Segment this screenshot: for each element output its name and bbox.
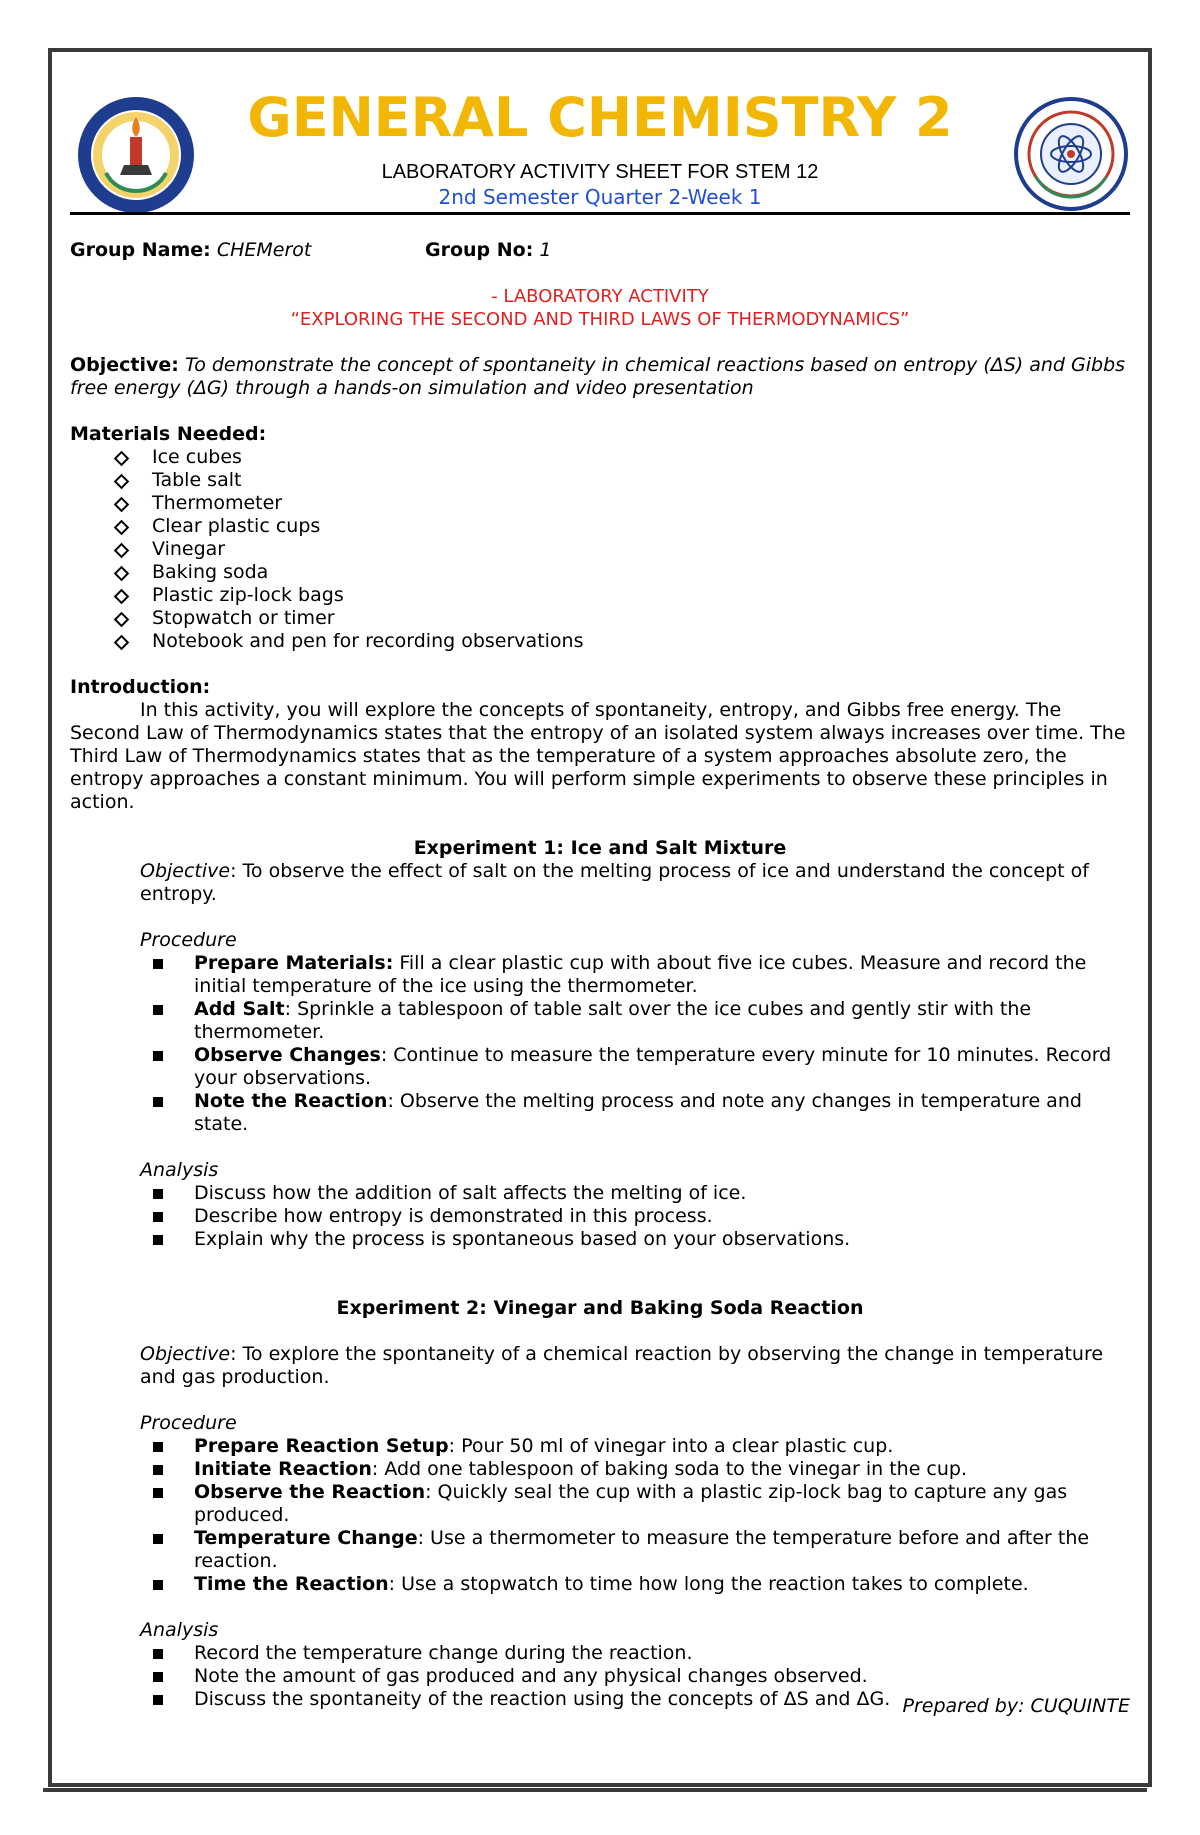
- group-no-label: Group No:: [425, 239, 534, 261]
- group-no-value: 1: [539, 239, 552, 261]
- list-item: [70, 1481, 1130, 1527]
- step-text: : Continue to measure the temperature every minute for 10 minutes. Record your observations.: [194, 1044, 1112, 1089]
- introduction-text: In this activity, you will explore the concepts of spontaneity, entropy, and Gibbs free energy. The Second Law of Thermodynamics states that the entropy of an isolated system always increases over time. The Third Law of Thermodynamics states that as the temperature of a system approaches absolute zero, the entropy approaches a constant minimum. You will perform simple experiments to observe these principles in action.: [70, 699, 1126, 813]
- list-item: [70, 1573, 1130, 1596]
- step-title: Initiate Reaction: [194, 1458, 372, 1480]
- experiment1-procedure-list: [70, 952, 1130, 1136]
- group-name-value: CHEMerot: [216, 239, 312, 261]
- list-item: Clear plastic cups: [70, 515, 1130, 538]
- list-item: Describe how entropy is demonstrated in this process.: [70, 1205, 1130, 1228]
- materials-list: [70, 446, 1130, 653]
- list-item: Thermometer: [70, 492, 1130, 515]
- group-name-label: Group Name:: [70, 239, 211, 261]
- step-title: Observe Changes: [194, 1044, 381, 1066]
- lab-title: [70, 285, 1130, 331]
- list-item: Notebook and pen for recording observations: [70, 630, 1130, 653]
- lab-title-line2: “EXPLORING THE SECOND AND THIRD LAWS OF THERMODYNAMICS”: [290, 309, 910, 330]
- experiment1-analysis-list: [70, 1182, 1130, 1251]
- header-divider: [70, 212, 1130, 215]
- step-text: : Observe the melting process and note any changes in temperature and state.: [194, 1090, 1082, 1135]
- sheet-subtitle: LABORATORY ACTIVITY SHEET FOR STEM 12: [381, 161, 819, 183]
- step-text: : Use a stopwatch to time how long the reaction takes to complete.: [388, 1573, 1029, 1595]
- materials-label: Materials Needed:: [70, 423, 267, 445]
- experiment2-procedure-label: Procedure: [140, 1412, 237, 1434]
- list-item: Discuss how the addition of salt affects the melting of ice.: [70, 1182, 1130, 1205]
- step-title: Observe the Reaction: [194, 1481, 426, 1503]
- page-title: GENERAL CHEMISTRY 2: [247, 86, 953, 149]
- list-item: Vinegar: [70, 538, 1130, 561]
- objective-label: Objective: [140, 1343, 231, 1365]
- list-item: [70, 998, 1130, 1044]
- list-item: [70, 1435, 1130, 1458]
- list-item: Explain why the process is spontaneous based on your observations.: [70, 1228, 1130, 1251]
- list-item: Table salt: [70, 469, 1130, 492]
- semester-label: 2nd Semester Quarter 2-Week 1: [438, 185, 762, 209]
- list-item: [70, 1527, 1130, 1573]
- introduction-label: Introduction:: [70, 676, 211, 698]
- step-title: Temperature Change: [194, 1527, 418, 1549]
- experiment2-title: Experiment 2: Vinegar and Baking Soda Reaction: [336, 1297, 864, 1319]
- list-item: Record the temperature change during the reaction.: [70, 1642, 1130, 1665]
- step-text: : Quickly seal the cup with a plastic zip-lock bag to capture any gas produced.: [194, 1481, 1068, 1526]
- list-item: [70, 952, 1130, 998]
- lab-title-line1: - LABORATORY ACTIVITY: [491, 286, 709, 307]
- list-item: Plastic zip-lock bags: [70, 584, 1130, 607]
- experiment2-procedure-list: [70, 1435, 1130, 1596]
- step-text: : Sprinkle a tablespoon of table salt over the ice cubes and gently stir with the thermometer.: [194, 998, 1032, 1043]
- step-title: Time the Reaction: [194, 1573, 389, 1595]
- header: [70, 86, 1130, 217]
- step-title: Prepare Materials:: [194, 952, 394, 974]
- step-text: : Pour 50 ml of vinegar into a clear plastic cup.: [448, 1435, 894, 1457]
- list-item: Baking soda: [70, 561, 1130, 584]
- experiment2-analysis-label: Analysis: [140, 1619, 219, 1641]
- step-text: Fill a clear plastic cup with about five ice cubes. Measure and record the initial temperature of the ice using the thermometer.: [194, 952, 1087, 997]
- list-item: [70, 1458, 1130, 1481]
- experiment1-analysis-label: Analysis: [140, 1159, 219, 1181]
- experiment2-objective: [70, 1343, 1130, 1389]
- list-item: [70, 1090, 1130, 1136]
- list-item: Stopwatch or timer: [70, 607, 1130, 630]
- list-item: [70, 1044, 1130, 1090]
- step-title: Prepare Reaction Setup: [194, 1435, 449, 1457]
- experiment1-objective: [70, 860, 1130, 906]
- step-title: Note the Reaction: [194, 1090, 388, 1112]
- activity-sheet: [70, 86, 1130, 1717]
- prepared-by: Prepared by: CUQUINTE: [902, 1695, 1130, 1717]
- step-title: Add Salt: [194, 998, 285, 1020]
- objective-label: Objective:: [70, 354, 179, 376]
- objective-text: : To explore the spontaneity of a chemical reaction by observing the change in temperature and gas production.: [140, 1343, 1104, 1388]
- group-info: [70, 239, 1130, 263]
- objective: [70, 354, 1130, 400]
- objective-label: Objective: [140, 860, 231, 882]
- list-item: Ice cubes: [70, 446, 1130, 469]
- step-text: : Use a thermometer to measure the temperature before and after the reaction.: [194, 1527, 1090, 1572]
- step-text: : Add one tablespoon of baking soda to the vinegar in the cup.: [371, 1458, 968, 1480]
- objective-text: : To observe the effect of salt on the melting process of ice and understand the concept of entropy.: [140, 860, 1089, 905]
- group-no: [425, 239, 551, 262]
- experiment1-title: Experiment 1: Ice and Salt Mixture: [413, 837, 787, 859]
- list-item: Discuss the spontaneity of the reaction using the concepts of ΔS and ΔG.: [70, 1688, 1130, 1711]
- list-item: Note the amount of gas produced and any physical changes observed.: [70, 1665, 1130, 1688]
- school-seal-right-icon: [1014, 97, 1128, 211]
- objective-text: To demonstrate the concept of spontaneity in chemical reactions based on entropy (ΔS) and Gibbs free energy (ΔG) through a hands-on simulation and video presentation: [70, 354, 1126, 399]
- experiment1-procedure-label: Procedure: [140, 929, 237, 951]
